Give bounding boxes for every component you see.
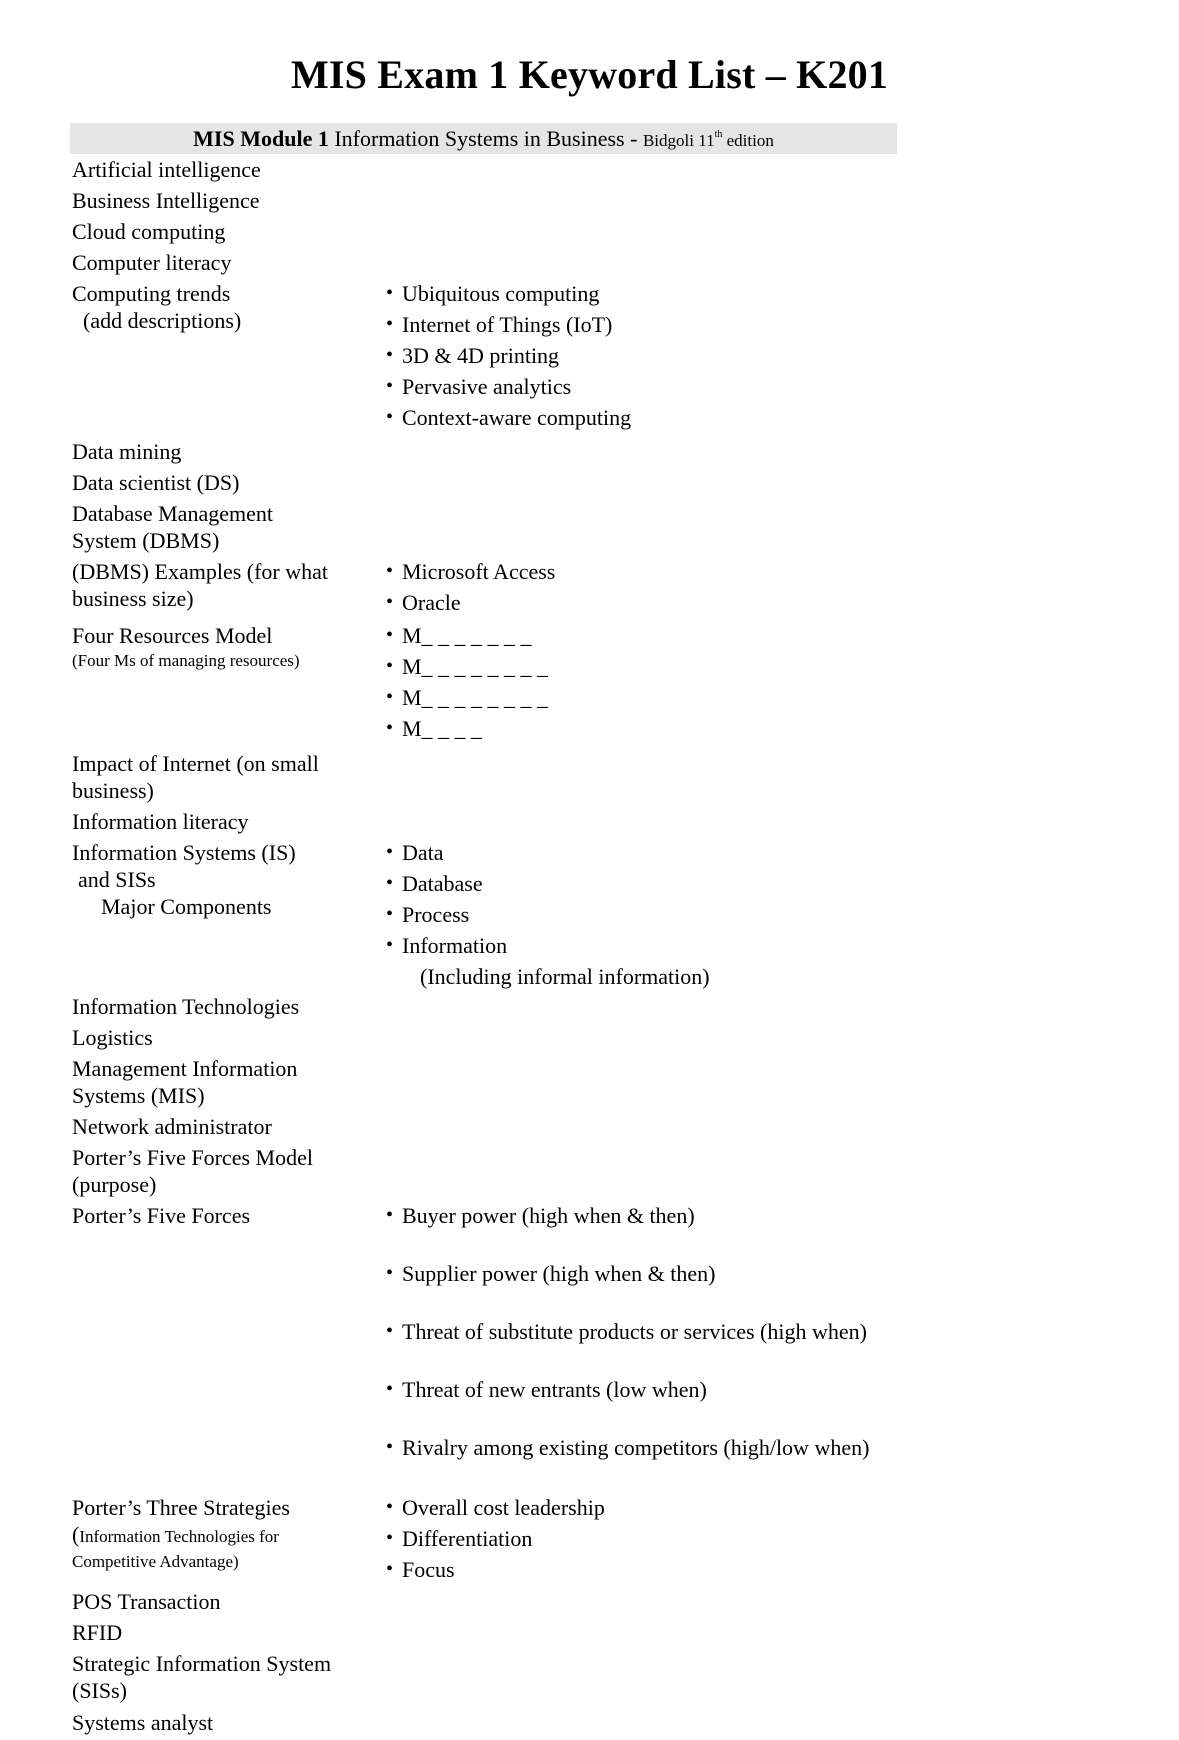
list-item: • Process <box>386 899 710 930</box>
term-cloud-computing: Cloud computing <box>72 219 226 244</box>
list-item: • Microsoft Access <box>386 556 555 587</box>
three-strategies-list <box>386 1492 605 1585</box>
term-business-intelligence: Business Intelligence <box>72 188 260 213</box>
bullet-icon: • <box>386 560 394 582</box>
four-ms-list <box>386 620 548 744</box>
list-item: • Information <box>386 930 710 961</box>
list-item: • Overall cost leadership <box>386 1492 605 1523</box>
term-network-administrator: Network administrator <box>72 1114 272 1139</box>
is-components-list <box>386 837 710 992</box>
list-item-note: (Including informal information) <box>420 964 710 989</box>
bullet-icon: • <box>386 1527 394 1549</box>
module-edition: Bidgoli 11th edition <box>642 129 774 150</box>
list-item: • Buyer power (high when & then) <box>386 1200 869 1231</box>
term-information-systems: Information Systems (IS) and SISs Major Components <box>72 840 296 919</box>
term-data-mining: Data mining <box>72 439 182 464</box>
term-artificial-intelligence: Artificial intelligence <box>72 157 261 182</box>
bullet-icon: • <box>386 1378 394 1400</box>
list-item: • M_ _ _ _ _ _ _ _ <box>386 682 548 713</box>
list-item: • Threat of substitute products or services (high when) <box>386 1316 869 1347</box>
term-information-technologies: Information Technologies <box>72 994 300 1019</box>
bullet-icon: • <box>386 934 394 956</box>
term-porters-three-strategies: Porter’s Three Strategies (Information Technologies for Competitive Advantage) <box>72 1495 290 1571</box>
term-porters-five-forces-model: Porter’s Five Forces Model (purpose) <box>72 1145 313 1197</box>
list-item: • M_ _ _ _ _ _ _ <box>386 620 548 651</box>
bullet-icon: • <box>386 1436 394 1458</box>
list-item: • Oracle <box>386 587 555 618</box>
bullet-icon: • <box>386 1558 394 1580</box>
list-item: • Supplier power (high when & then) <box>386 1258 869 1289</box>
page-title: MIS Exam 1 Keyword List – K201 <box>290 52 889 97</box>
list-item: • Context-aware computing <box>386 402 631 433</box>
list-item: • M_ _ _ _ _ _ _ _ <box>386 651 548 682</box>
dbms-examples-list <box>386 556 555 618</box>
term-computing-trends: Computing trends (add descriptions) <box>72 281 242 333</box>
term-pos-transaction: POS Transaction <box>72 1589 221 1614</box>
term-porters-five-forces: Porter’s Five Forces <box>72 1203 251 1228</box>
bullet-icon: • <box>386 717 394 739</box>
list-item: • Pervasive analytics <box>386 371 631 402</box>
list-item: • Focus <box>386 1554 605 1585</box>
computing-trends-list <box>386 278 631 433</box>
term-mis: Management Information Systems (MIS) <box>72 1056 298 1108</box>
bullet-icon: • <box>386 1262 394 1284</box>
list-item: • Threat of new entrants (low when) <box>386 1374 869 1405</box>
list-item: • Ubiquitous computing <box>386 278 631 309</box>
bullet-icon: • <box>386 313 394 335</box>
term-four-resources-model: Four Resources Model (Four Ms of managing resources) <box>72 623 300 670</box>
list-item: • Differentiation <box>386 1523 605 1554</box>
term-computer-literacy: Computer literacy <box>72 250 232 275</box>
bullet-icon: • <box>386 841 394 863</box>
term-dbms-examples: (DBMS) Examples (for what business size) <box>72 559 329 611</box>
term-impact-of-internet: Impact of Internet (on small business) <box>72 751 319 803</box>
bullet-icon: • <box>386 406 394 428</box>
list-item: • M_ _ _ _ <box>386 713 548 744</box>
bullet-icon: • <box>386 591 394 613</box>
bullet-icon: • <box>386 282 394 304</box>
bullet-icon: • <box>386 344 394 366</box>
list-item: • Rivalry among existing competitors (high/low when) <box>386 1432 869 1463</box>
bullet-icon: • <box>386 375 394 397</box>
list-item: • Database <box>386 868 710 899</box>
list-item: • 3D & 4D printing <box>386 340 631 371</box>
term-systems-analyst: Systems analyst <box>72 1710 214 1735</box>
term-logistics: Logistics <box>72 1025 153 1050</box>
bullet-icon: • <box>386 903 394 925</box>
term-data-scientist: Data scientist (DS) <box>72 470 240 495</box>
term-dbms: Database Management System (DBMS) <box>72 501 273 553</box>
module-header <box>70 123 897 154</box>
bullet-icon: • <box>386 655 394 677</box>
bullet-icon: • <box>386 1204 394 1226</box>
term-strategic-information-system: Strategic Information System (SISs) <box>72 1651 332 1703</box>
bullet-icon: • <box>386 1496 394 1518</box>
bullet-icon: • <box>386 872 394 894</box>
list-item: • Internet of Things (IoT) <box>386 309 631 340</box>
module-label: MIS Module 1 <box>193 126 329 151</box>
list-item: • Data <box>386 837 710 868</box>
bullet-icon: • <box>386 1320 394 1342</box>
module-title: Information Systems in Business - <box>328 126 643 151</box>
five-forces-list <box>386 1200 869 1463</box>
bullet-icon: • <box>386 686 394 708</box>
term-rfid: RFID <box>72 1620 123 1645</box>
term-information-literacy: Information literacy <box>72 809 249 834</box>
bullet-icon: • <box>386 624 394 646</box>
